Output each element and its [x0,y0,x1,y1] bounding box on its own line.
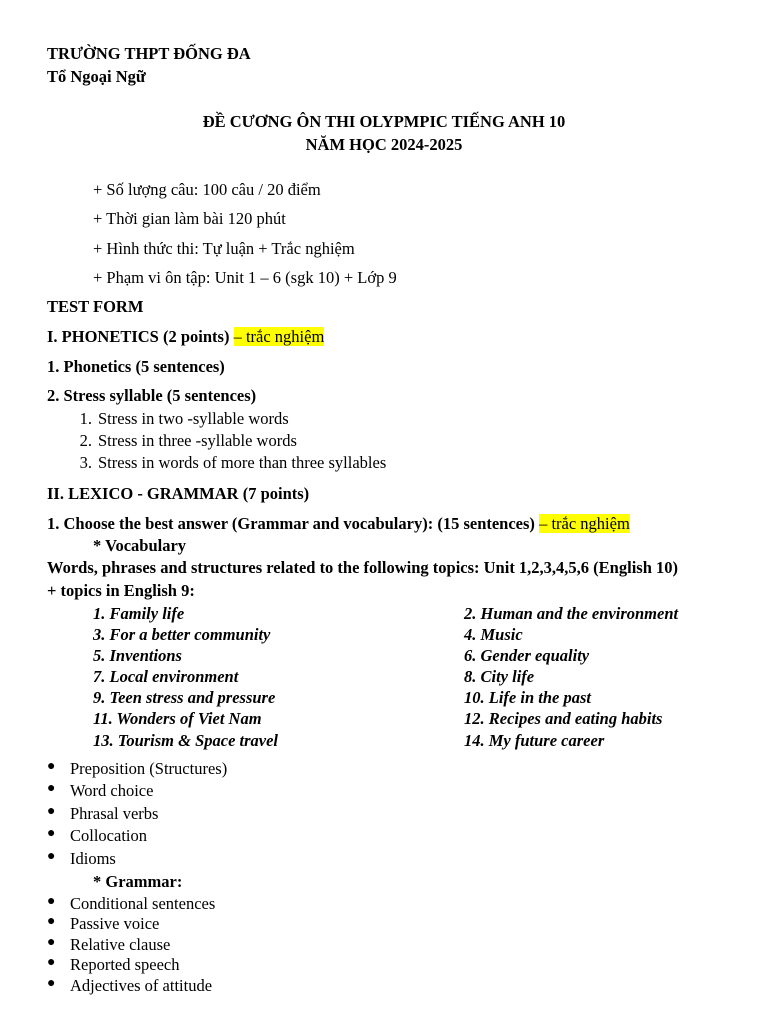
stress-item-text: Stress in words of more than three syllables [98,453,387,472]
phonetics-heading [47,327,324,347]
topic-item: 11. Wonders of Viet Nam [93,709,262,728]
choose-best-answer-text: 1. Choose the best answer (Grammar and vocabulary): (15 sentences) [47,514,540,533]
stress-item-number: 3. [79,453,92,472]
stress-item [70,453,386,473]
bullet-icon: ● [47,935,56,950]
topic-item: 1. Family life [93,604,185,623]
bullet-icon: ● [47,976,56,991]
document-title-line1: ĐỀ CƯƠNG ÔN THI OLYPMPIC TIẾNG ANH 10 [202,112,566,131]
topics-intro-line2: + topics in English 9: [47,581,195,600]
topic-item: 2. Human and the environment [464,604,679,623]
list-item-text: Conditional sentences [70,894,216,913]
stress-item [70,409,289,429]
list-item-text: Idioms [70,849,116,868]
info-line: + Số lượng câu: 100 câu / 20 điểm [93,180,321,199]
bullet-icon: ● [47,849,56,864]
list-item-text: Phrasal verbs [70,804,159,823]
list-item-text: Reported speech [70,955,180,974]
stress-item-text: Stress in two -syllable words [98,409,289,428]
list-item-text: Word choice [70,781,154,800]
vocabulary-label: * Vocabulary [93,536,187,555]
lexico-heading: II. LEXICO - GRAMMAR (7 points) [47,484,310,503]
document-title-line2: NĂM HỌC 2024-2025 [305,135,463,154]
bullet-icon: ● [47,955,56,970]
info-line: + Hình thức thi: Tự luận + Trắc nghiệm [93,239,355,258]
choose-best-answer [47,514,630,534]
school-name: TRƯỜNG THPT ĐỐNG ĐA [47,44,251,63]
list-item-text: Collocation [70,826,147,845]
phonetics-heading-highlight: – trắc nghiệm [233,327,325,346]
info-line: + Thời gian làm bài 120 phút [93,209,286,228]
phonetics-sub2: 2. Stress syllable (5 sentences) [47,386,257,405]
stress-item-number: 1. [79,409,92,428]
list-item-text: Adjectives of attitude [70,976,213,995]
topic-item: 4. Music [464,625,523,644]
bullet-icon: ● [47,759,56,774]
topic-item: 9. Teen stress and pressure [93,688,276,707]
bullet-icon: ● [47,914,56,929]
list-item-text: Passive voice [70,914,160,933]
choose-best-answer-highlight: – trắc nghiệm [539,514,630,533]
topic-item: 13. Tourism & Space travel [93,731,279,750]
info-line: + Phạm vi ôn tập: Unit 1 – 6 (sgk 10) + Lớp 9 [93,268,397,287]
topic-item: 7. Local environment [93,667,239,686]
bullet-icon: ● [47,804,56,819]
stress-item-text: Stress in three -syllable words [98,431,297,450]
stress-item [70,431,297,451]
topic-item: 10. Life in the past [464,688,591,707]
bullet-icon: ● [47,781,56,796]
topic-item: 12. Recipes and eating habits [464,709,663,728]
grammar-label: * Grammar: [93,872,183,891]
department-name: Tổ Ngoại Ngữ [47,67,146,86]
list-item-text: Relative clause [70,935,171,954]
bullet-icon: ● [47,826,56,841]
topic-item: 6. Gender equality [464,646,590,665]
phonetics-sub1: 1. Phonetics (5 sentences) [47,357,225,376]
topic-item: 3. For a better community [93,625,271,644]
topic-item: 5. Inventions [93,646,182,665]
list-item-text: Preposition (Structures) [70,759,228,778]
test-form-heading: TEST FORM [47,297,144,316]
topics-intro-line1: Words, phrases and structures related to the following topics: Unit 1,2,3,4,5,6 (English 10) [47,558,678,577]
bullet-icon: ● [47,894,56,909]
topic-item: 14. My future career [464,731,605,750]
phonetics-heading-text: I. PHONETICS (2 points) [47,327,234,346]
topic-item: 8. City life [464,667,535,686]
stress-item-number: 2. [79,431,92,450]
